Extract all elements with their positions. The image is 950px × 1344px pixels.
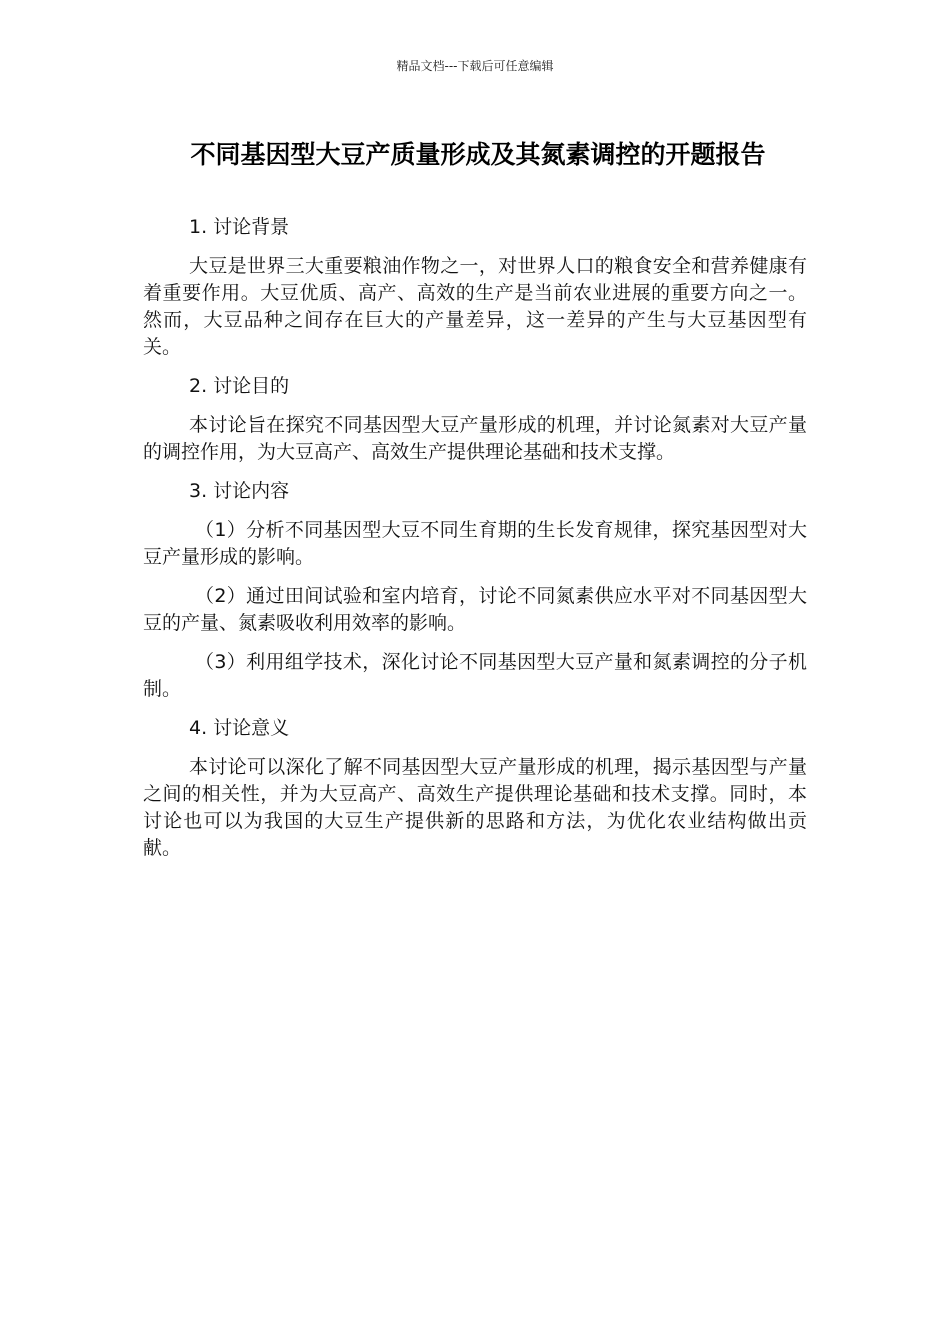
paragraph-content-item-1: （1）分析不同基因型大豆不同生育期的生长发育规律，探究基因型对大豆产量形成的影响。 (143, 519, 807, 568)
section-heading-purpose: 2. 讨论目的 (189, 375, 290, 397)
section-heading-background: 1. 讨论背景 (189, 216, 290, 238)
paragraph-content-item-2: （2）通过田间试验和室内培育，讨论不同氮素供应水平对不同基因型大豆的产量、氮素吸收利用效率的影响。 (143, 585, 807, 634)
section-heading-content: 3. 讨论内容 (189, 480, 290, 502)
header-note: 精品文档---下载后可任意编辑 (396, 59, 554, 73)
document-title: 不同基因型大豆产质量形成及其氮素调控的开题报告 (190, 140, 766, 169)
paragraph-purpose: 本讨论旨在探究不同基因型大豆产量形成的机理，并讨论氮素对大豆产量的调控作用，为大豆高产、高效生产提供理论基础和技术支撑。 (143, 414, 807, 463)
paragraph-significance: 本讨论可以深化了解不同基因型大豆产量形成的机理，揭示基因型与产量之间的相关性，并为大豆高产、高效生产提供理论基础和技术支撑。同时，本讨论也可以为我国的大豆生产提供新的思路和方法，为优化农业结构做出贡献。 (143, 756, 807, 859)
paragraph-background: 大豆是世界三大重要粮油作物之一，对世界人口的粮食安全和营养健康有着重要作用。大豆优质、高产、高效的生产是当前农业进展的重要方向之一。然而，大豆品种之间存在巨大的产量差异，这一差异的产生与大豆基因型有关。 (143, 255, 807, 358)
paragraph-content-item-3: （3）利用组学技术，深化讨论不同基因型大豆产量和氮素调控的分子机制。 (143, 651, 807, 700)
section-heading-significance: 4. 讨论意义 (189, 717, 290, 739)
document-body (143, 214, 807, 874)
